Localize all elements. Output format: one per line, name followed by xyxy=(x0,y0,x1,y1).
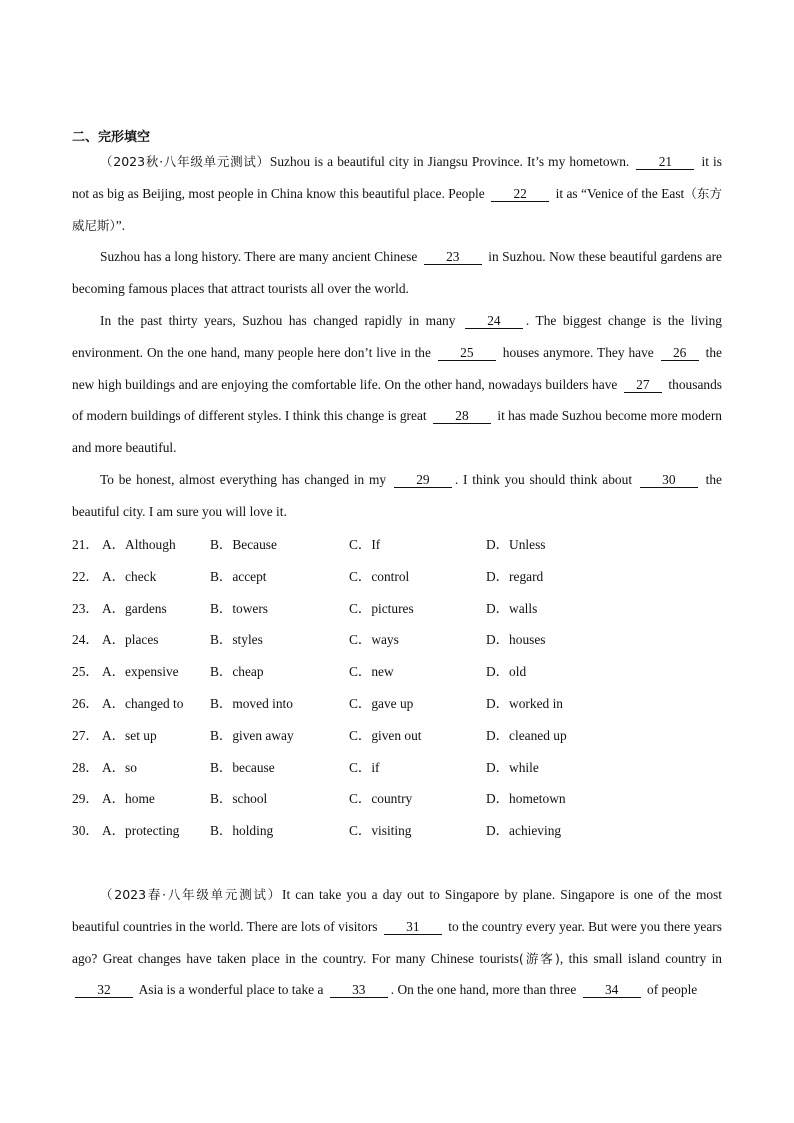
text: of people xyxy=(647,982,698,998)
option-a[interactable]: A．changed to xyxy=(102,695,184,711)
chinese-gloss: (游客) xyxy=(518,950,560,966)
question-row xyxy=(72,561,722,593)
option-a[interactable]: A．protecting xyxy=(102,823,180,839)
option-d[interactable]: D．while xyxy=(486,759,539,775)
option-b[interactable]: B．Because xyxy=(210,537,277,552)
option-c[interactable]: C．pictures xyxy=(349,600,414,616)
passage-2 xyxy=(72,879,722,1006)
question-number: 30． xyxy=(72,823,99,839)
option-b[interactable]: B．moved into xyxy=(210,695,293,711)
chinese-gloss: （东方威尼斯） xyxy=(72,185,722,233)
blank-34[interactable]: 34 xyxy=(583,982,641,998)
answer-options xyxy=(72,529,722,847)
option-d[interactable]: D．old xyxy=(486,664,527,680)
option-a[interactable]: A．Although xyxy=(102,537,176,552)
option-d[interactable]: D．houses xyxy=(486,632,546,648)
passage-2-paragraph-1 xyxy=(72,879,722,1006)
text: thousands of modern buildings of different styles. I think this change is great xyxy=(72,376,722,424)
question-row xyxy=(72,656,722,688)
option-c[interactable]: C．visiting xyxy=(349,823,412,839)
option-d[interactable]: D．Unless xyxy=(486,537,546,552)
blank-32[interactable]: 32 xyxy=(75,982,133,998)
option-b[interactable]: B．given away xyxy=(210,727,294,743)
option-a[interactable]: A．so xyxy=(102,759,137,775)
blank-29[interactable]: 29 xyxy=(394,472,452,488)
option-a[interactable]: A．set up xyxy=(102,727,157,743)
blank-33[interactable]: 33 xyxy=(330,982,388,998)
option-a[interactable]: A．home xyxy=(102,791,155,807)
question-row xyxy=(72,529,722,561)
blank-21[interactable]: 21 xyxy=(636,154,694,170)
text: it is not as big as Beijing, most people in China know this beautiful place. People xyxy=(72,154,722,201)
option-c[interactable]: C．new xyxy=(349,664,394,680)
text: , this small island country in xyxy=(559,950,722,966)
option-a[interactable]: A．check xyxy=(102,568,157,584)
option-a[interactable]: A．expensive xyxy=(102,664,179,680)
text: Suzhou is a beautiful city in Jiangsu Province. It’s my hometown. xyxy=(269,154,630,169)
text: the beautiful city. I am sure you will love it. xyxy=(72,471,722,519)
source-tag: （2023春·八年级单元测试） xyxy=(100,887,283,902)
passage-1-paragraph-4 xyxy=(72,464,722,528)
option-d[interactable]: D．walls xyxy=(486,600,538,616)
option-d[interactable]: D．hometown xyxy=(486,791,566,807)
option-b[interactable]: B．school xyxy=(210,791,268,807)
text: in Suzhou. Now these beautiful gardens are becoming famous places that attract tourists all over the world. xyxy=(72,249,722,297)
section-title: 二、完形填空 xyxy=(72,130,151,145)
question-row xyxy=(72,720,722,752)
blank-22[interactable]: 22 xyxy=(491,186,549,202)
option-d[interactable]: D．achieving xyxy=(486,823,562,839)
question-row xyxy=(72,815,722,847)
passage-1 xyxy=(72,146,722,528)
blank-26[interactable]: 26 xyxy=(661,345,699,361)
question-number: 26． xyxy=(72,695,99,711)
option-a[interactable]: A．gardens xyxy=(102,600,167,616)
option-b[interactable]: B．accept xyxy=(210,568,267,584)
option-c[interactable]: C．ways xyxy=(349,632,399,648)
question-number: 22． xyxy=(72,568,99,584)
blank-27[interactable]: 27 xyxy=(624,377,662,393)
option-d[interactable]: D．cleaned up xyxy=(486,727,567,743)
option-c[interactable]: C．gave up xyxy=(349,695,414,711)
question-number: 28． xyxy=(72,759,99,775)
question-row xyxy=(72,688,722,720)
question-number: 25． xyxy=(72,664,99,680)
text: to the country every year. But were you there years ago? Great changes have taken place in the country. For many Chinese tourists xyxy=(72,918,722,966)
blank-28[interactable]: 28 xyxy=(433,408,491,424)
text: ”. xyxy=(115,217,126,233)
question-number: 29． xyxy=(72,791,99,807)
passage-1-paragraph-2 xyxy=(72,241,722,305)
blank-30[interactable]: 30 xyxy=(640,472,698,488)
option-b[interactable]: B．towers xyxy=(210,600,269,616)
blank-25[interactable]: 25 xyxy=(438,345,496,361)
question-row xyxy=(72,752,722,784)
blank-23[interactable]: 23 xyxy=(424,249,482,265)
blank-24[interactable]: 24 xyxy=(465,313,523,329)
option-c[interactable]: C．If xyxy=(349,537,381,552)
passage-1-paragraph-1 xyxy=(72,146,722,241)
text: Suzhou has a long history. There are many ancient Chinese xyxy=(100,249,418,265)
option-a[interactable]: A．places xyxy=(102,632,159,648)
option-b[interactable]: B．holding xyxy=(210,823,274,839)
option-c[interactable]: C．control xyxy=(349,568,410,584)
text: It can take you a day out to Singapore by plane. Singapore is one of the most beautiful countries in the world. There are lots of visitors xyxy=(72,887,722,934)
text: it as “Venice of the East xyxy=(555,185,685,201)
option-b[interactable]: B．cheap xyxy=(210,664,264,680)
blank-31[interactable]: 31 xyxy=(384,919,442,935)
question-number: 23． xyxy=(72,600,99,616)
question-row xyxy=(72,593,722,625)
text: . The biggest change is the living environment. On the one hand, many people here don’t live in the xyxy=(72,312,722,360)
text: Asia is a wonderful place to take a xyxy=(138,982,324,998)
option-c[interactable]: C．country xyxy=(349,791,413,807)
option-d[interactable]: D．regard xyxy=(486,568,544,584)
question-number: 21． xyxy=(72,537,99,552)
option-c[interactable]: C．if xyxy=(349,759,380,775)
option-b[interactable]: B．because xyxy=(210,759,275,775)
option-d[interactable]: D．worked in xyxy=(486,695,563,711)
passage-1-paragraph-3 xyxy=(72,305,722,464)
text: . I think you should think about xyxy=(454,471,633,487)
text: To be honest, almost everything has changed in my xyxy=(100,471,387,487)
question-number: 27． xyxy=(72,727,99,743)
text: houses anymore. They have xyxy=(502,344,654,360)
question-row xyxy=(72,783,722,815)
text: . On the one hand, more than three xyxy=(390,982,577,998)
text: it has made Suzhou become more modern and more beautiful. xyxy=(72,408,722,456)
text: the new high buildings and are enjoying the comfortable life. On the other hand, nowadays builders have xyxy=(72,344,722,392)
option-b[interactable]: B．styles xyxy=(210,632,263,648)
option-c[interactable]: C．given out xyxy=(349,727,422,743)
question-number: 24． xyxy=(72,632,99,648)
source-tag: （2023秋·八年级单元测试） xyxy=(100,154,270,169)
question-row xyxy=(72,624,722,656)
text: In the past thirty years, Suzhou has changed rapidly in many xyxy=(100,312,456,328)
